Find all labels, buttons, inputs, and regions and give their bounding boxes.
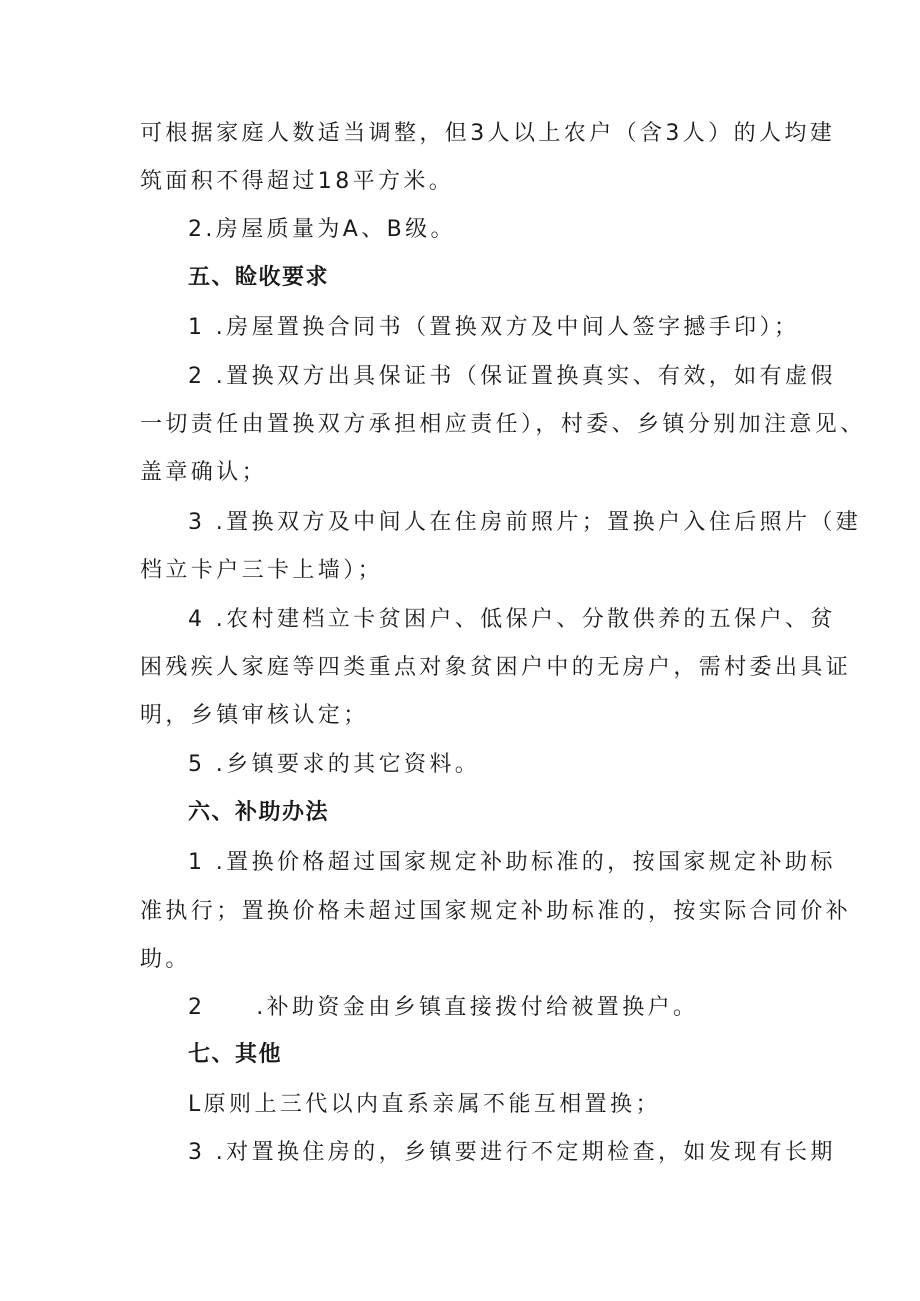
paragraph-line: 准执行；置换价格未超过国家规定补助标准的，按实际合同价补: [140, 899, 852, 924]
list-item-line: 2 .补助资金由乡镇直接拨付给被置换户。: [188, 995, 699, 1020]
list-item-line: 3 .置换双方及中间人在住房前照片；置换户入住后照片（建: [188, 510, 862, 535]
paragraph-line: 明，乡镇审核认定；: [140, 703, 369, 728]
list-item-line: 2.房屋质量为A、B级。: [188, 217, 456, 242]
paragraph-line: 助。: [140, 947, 191, 972]
section-heading: 七、其他: [188, 1042, 283, 1067]
list-item-line: 1 .房屋置换合同书（置换双方及中间人签字撼手印）；: [188, 315, 800, 340]
list-item-line: 2 .置换双方出具保证书（保证置换真实、有效，如有虚假: [188, 364, 836, 389]
section-heading: 六、补助办法: [188, 800, 330, 825]
paragraph-line: 筑面积不得超过18平方米。: [140, 169, 455, 194]
paragraph-line: 可根据家庭人数适当调整，但3人以上农户（含3人）的人均建: [140, 121, 836, 146]
list-item-line: 1 .置换价格超过国家规定补助标准的，按国家规定补助标: [188, 850, 836, 875]
list-item-line: L原则上三代以内直系亲属不能互相置换；: [188, 1092, 661, 1117]
list-item-line: 3 .对置换住房的，乡镇要进行不定期检查，如发现有长期: [188, 1140, 836, 1165]
paragraph-line: 盖章确认；: [140, 460, 268, 485]
paragraph-line: 困残疾人家庭等四类重点对象贫困户中的无房户，需村委出具证: [140, 655, 852, 680]
list-item-line: 5 .乡镇要求的其它资料。: [188, 752, 481, 777]
paragraph-line: 档立卡户三卡上墙）；: [140, 558, 384, 583]
section-heading: 五、睑收要求: [188, 265, 330, 290]
paragraph-line: 一切责任由置换双方承担相应责任），村委、乡镇分别加注意见、: [140, 412, 866, 437]
list-item-line: 4 .农村建档立卡贫困户、低保户、分散供养的五保户、贫: [188, 607, 836, 632]
